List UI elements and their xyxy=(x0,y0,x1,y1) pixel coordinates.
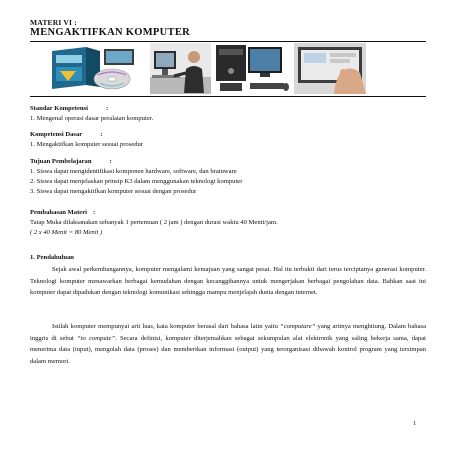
tujuan-pembelajaran-section xyxy=(30,157,242,197)
page-title: MENGAKTIFKAN KOMPUTER xyxy=(30,27,191,38)
pembahasan-line: Tatap Muka dilaksanakan sebanyak 1 pertemuan ( 2 jam ) dengan durasi waktu 40 Menit/jam. xyxy=(30,219,278,226)
tujuan-item: 2. Siswa dapat menjelaskan prinsip K3 dalam menggunakan teknologi komputer xyxy=(30,178,243,185)
computer-user-photo xyxy=(150,43,211,94)
page-number: 1 xyxy=(413,420,417,427)
tujuan-item: 3. Siswa dapat mengaktifkan komputer sesuai dengan prosedur xyxy=(30,188,197,195)
pembahasan-materi-heading: Pembahasan Materi : xyxy=(30,209,96,216)
software-box-photo xyxy=(46,43,142,94)
pembahasan-duration: ( 2 x 40 Menit = 80 Menit ) xyxy=(30,229,103,236)
kompetensi-item: 1. Mengaktifkan komputer sesuai prosedur xyxy=(30,141,143,148)
standar-item: 1. Mengenal operasi dasar peralatan komputer. xyxy=(30,115,154,122)
tujuan-item: 1. Siswa dapat mengidentifikasi komponen hardware, software, dan brainware xyxy=(30,168,237,175)
kompetensi-dasar-section xyxy=(30,130,143,150)
pembahasan-materi-section xyxy=(30,208,426,238)
standar-kompetensi-heading: Standar Kompetensi : xyxy=(30,105,109,112)
standar-kompetensi-section xyxy=(30,104,153,124)
pendahuluan-paragraph-2: Istilah komputer mempunyai arti luas, kata komputer berasal dari bahasa latin yaitu “computare” yang artinya menghitung. Dalam bahasa inggris di sebut “to compute”. Secara definisi, komputer diterjemahkan sebagai sekumpulan alat elektronik yang saling bekerja sama, dapat menerima data (input), mengolah data (proses) dan memberikan informasi (output) yang terorganisasi dibawah kontrol program yang tersimpan dalam memori. xyxy=(30,323,426,365)
pendahuluan-heading: 1. Pendahuluan xyxy=(30,254,74,261)
pendahuluan-paragraph-1: Sejak awal perkembangannya, komputer mengalami kemajuan yang sangat pesat. Hal itu terbukti dari terus terciptanya generasi komputer. Teknologi komputer menawarkan berbagai kemudahan dengan kecanggihannya untuk mengerjakan berbagai pengolahan data. Bahkan saat ini komputer dapat dipadukan dengan teknologi komunikasi sehingga mampu menjelajah dunia dengan internet. xyxy=(30,266,426,297)
tujuan-pembelajaran-heading: Tujuan Pembelajaran : xyxy=(30,158,112,165)
header-rule-bottom xyxy=(30,96,426,97)
header-rule-top xyxy=(30,41,426,42)
kompetensi-dasar-heading: Kompetensi Dasar : xyxy=(30,131,103,138)
screen-hand-photo xyxy=(294,43,366,94)
computer-system-photo xyxy=(214,43,291,94)
materi-label: MATERI VI : xyxy=(30,18,77,27)
